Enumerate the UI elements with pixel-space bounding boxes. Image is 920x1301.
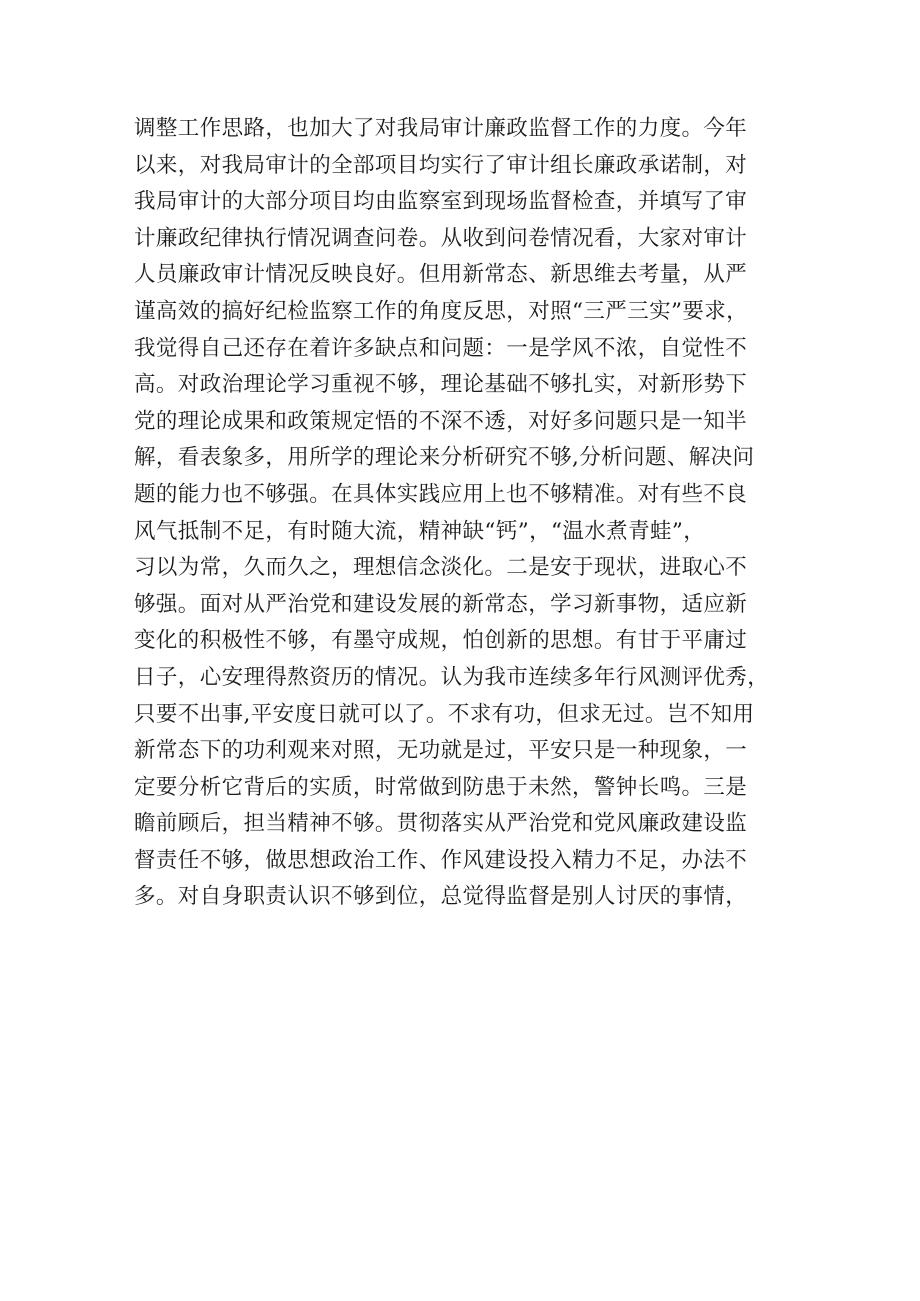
text-line: 高。对政治理论学习重视不够，理论基础不够扎实，对新形势下 [134,372,748,398]
text-line: 题的能力也不够强。在具体实践应用上也不够精准。对有些不良 [134,481,748,507]
text-line: 多。对自身职责认识不够到位，总觉得监督是别人讨厌的事情， [134,884,748,910]
text-line: 瞻前顾后，担当精神不够。贯彻落实从严治党和党风廉政建设监 [134,811,748,837]
text-line: 督责任不够，做思想政治工作、作风建设投入精力不足，办法不 [134,847,748,873]
text-line: 风气抵制不足，有时随大流，精神缺“钙”，“温水煮青蛙”， [134,518,706,544]
text-line: 我局审计的大部分项目均由监察室到现场监督检查，并填写了审 [134,189,748,215]
text-line: 我觉得自己还存在着许多缺点和问题：一是学风不浓，自觉性不 [134,335,748,361]
text-line: 解，看表象多，用所学的理论来分析研究不够,分析问题、解决问 [134,445,755,471]
text-line: 够强。面对从严治党和建设发展的新常态，学习新事物，适应新 [134,591,748,617]
text-line: 变化的积极性不够，有墨守成规，怕创新的思想。有甘于平庸过 [134,628,748,654]
text-line: 计廉政纪律执行情况调查问卷。从收到问卷情况看，大家对审计 [134,225,748,251]
text-line: 定要分析它背后的实质，时常做到防患于未然，警钟长鸣。三是 [134,774,748,800]
text-line: 日子，心安理得熬资历的情况。认为我市连续多年行风测评优秀， [134,664,770,690]
text-line: 谨高效的搞好纪检监察工作的角度反思，对照“三严三实”要求， [134,298,749,324]
text-line: 人员廉政审计情况反映良好。但用新常态、新思维去考量，从严 [134,262,748,288]
text-line: 习以为常，久而久之，理想信念淡化。二是安于现状，进取心不 [134,555,748,581]
text-line: 新常态下的功利观来对照，无功就是过，平安只是一种现象，一 [134,738,748,764]
document-body [134,111,814,916]
text-line: 以来，对我局审计的全部项目均实行了审计组长廉政承诺制，对 [134,152,748,178]
text-line: 党的理论成果和政策规定悟的不深不透，对好多问题只是一知半 [134,408,748,434]
text-line: 只要不出事,平安度日就可以了。不求有功，但求无过。岂不知用 [134,701,755,727]
text-line: 调整工作思路，也加大了对我局审计廉政监督工作的力度。今年 [134,116,748,141]
